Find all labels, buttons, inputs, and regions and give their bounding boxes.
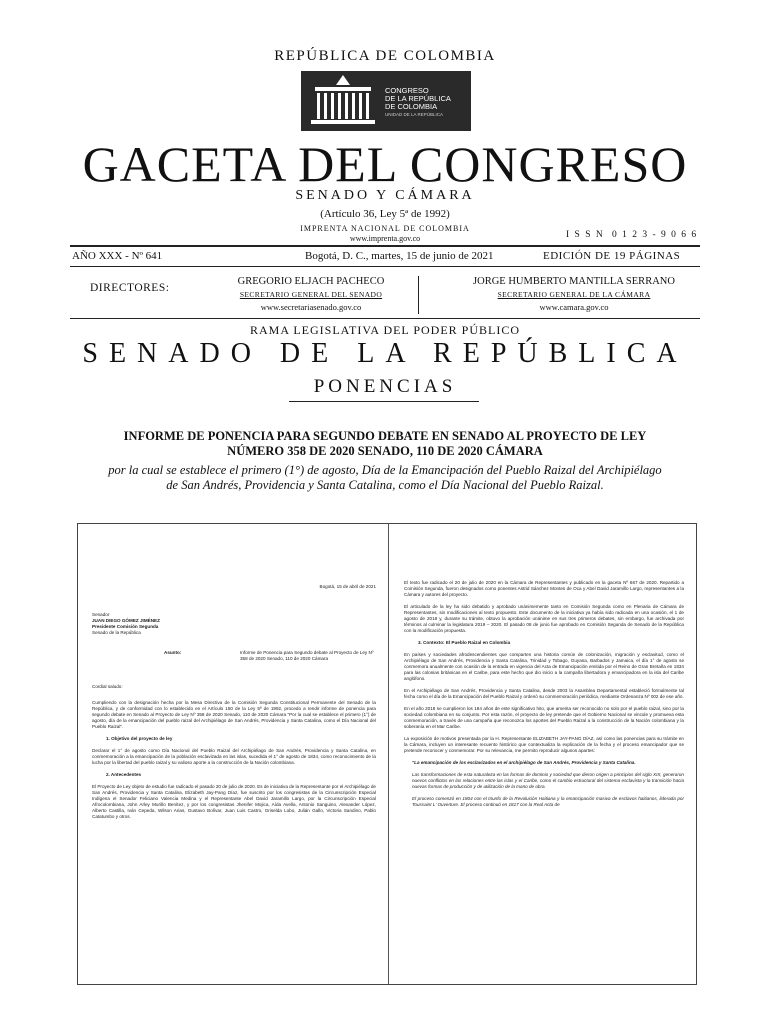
logo-line-1: CONGRESO xyxy=(385,86,429,95)
addressee-name: JUAN DIEGO GÓMEZ JIMÉNEZ xyxy=(92,618,160,623)
report-heading-line-1: INFORME DE PONENCIA PARA SEGUNDO DEBATE EN SENADO AL PROYECTO DE LEY xyxy=(123,429,647,443)
quote-paragraph-2: El proceso comenzó en 1804 con el triunfo de la Revolución Haitiana y la emancipación masiva de esclavos haitianos, liderada por Toussaint L' Ouverture. El proceso continuó en 1817 con la Real Acta de xyxy=(412,796,684,807)
senate-url: www.secretariasenado.gov.co xyxy=(260,302,362,312)
senate-secretary-name: GREGORIO ELJACH PACHECO xyxy=(237,276,385,287)
greeting: Cordial saludo: xyxy=(92,684,123,689)
printer-url: www.imprenta.gov.co xyxy=(349,234,421,243)
addressee-org: Senado de la República xyxy=(92,630,141,635)
quote-title: "La emancipación de los esclavizados en el archipiélago de San Andrés, Providencia y Santa Catalina. xyxy=(412,760,636,765)
logo-line-4: UNIDAD DE LA REPÚBLICA xyxy=(385,112,444,117)
report-heading-line-2: NÚMERO 358 DE 2020 SENADO, 110 DE 2020 CÁMARA xyxy=(227,444,543,458)
logo-line-2: DE LA REPÚBLICA xyxy=(385,94,451,103)
issue-date: Bogotá, D. C., martes, 15 de junio de 2021 xyxy=(305,250,494,262)
republic-label: REPÚBLICA DE COLOMBIA xyxy=(274,48,496,64)
addressee-role: Presidente Comisión Segunda xyxy=(92,624,159,629)
embedded-document xyxy=(77,523,697,985)
right-paragraph-3: En países y sociedades afrodescendientes que comparten una historia común de colonización, migración y esclavitud, como el Archipiélago de San Andrés, Providencia y Santa Catalina, Trinidad y Tobago, Guyana, Barbados y Jamaica, el día 1° de agosto se conmemora anualmente con ocasión de la entrada en vigencia del Acta de Emancipación emitida por el Reino de Gran Bretaña en 1834 para las colonias británicas en el Caribe, para este hecho que dio inicio a la campaña libertadora y emancipadora en la isla del Caribe anglófono. xyxy=(404,652,684,681)
report-subtitle-line-1: por la cual se establece el primero (1°) de agosto, Día de la Emancipación del Pueblo Raizal del Archipiélago xyxy=(108,463,662,477)
right-paragraph-2: El articulado de la ley ha sido debatido y aprobado unánimemente tanto en Comisión Segunda como en Plenaria de Cámara de Representantes, sin modificaciones al texto propuesto. Este documento de la iniciativa ya había sido radicada en una ocasión, el 1 de agosto de 2018 y, durante su trámite, obtuvo la aprobación unánime en sus tres primeros debates, sin embargo, fue archivada por términos al culminar la legislatura 2019 – 2020. El pasado 08 de junio fue aprobado en Comisión Segunda de Senado de la República con la modificación propuesta. xyxy=(404,604,684,633)
objective-paragraph: Declarar el 1° de agosto como Día Nacional del Pueblo Raizal del Archipiélago de San Andrés, Providencia y Santa Catalina, en conmemoración a la emancipación de la población esclavizada en las islas, sucedida el 1° de agosto de 1834, como reconocimiento de la lucha por la libertad del pueblo raizal y su valioso aporte a la construcción de la Nación colombiana. xyxy=(92,748,376,765)
background-paragraph: El Proyecto de Ley objeto de estudio fue radicado el pasado 20 de julio de 2020. Es de iniciativa de la Representante por el Archipiélago de San Andrés, Providencia y Santa Catalina, Elizabeth Jay-Pang Díaz, fue suscrito por los congresistas de la Circunscripción Especial Indígena el Senador Feliciano Valencia Medina y el Representante Abel David Jaramillo Largo, por la Circunscripción Especial Afrocolombiana, John Arley Murillo Benítez, y por los congresistas Jhenifer Mojica, Aída Avella, Antonio Sanguino, Alexander López, Alberto Castilla, Iván Cepeda, Wilson Arias, Gustavo Bolívar, Juan Luis Castro, Griselda Lobo, Julián Gallo, Victoria Sandino, Pablo Catatumbo y otros. xyxy=(92,784,376,819)
heading-objective: 1. Objetivo del proyecto de ley xyxy=(106,736,173,741)
edition-pages: EDICIÓN DE 19 PÁGINAS xyxy=(543,250,681,262)
congress-logo xyxy=(301,71,471,131)
issue-number: AÑO XXX - Nº 641 xyxy=(72,250,163,262)
heading-context: 3. Contexto: El Pueblo Raizal en Colombia xyxy=(418,640,511,645)
printer-name: IMPRENTA NACIONAL DE COLOMBIA xyxy=(300,224,470,233)
report-subtitle-line-2: de San Andrés, Providencia y Santa Catalina, como el Día Nacional del Pueblo Raizal. xyxy=(166,478,604,492)
right-paragraph-5: En el año 2018 se cumplieron los 184 años de este significativo hito, que amerita ser reconocido no solo por el pueblo raizal, sino por la sociedad colombiana en su conjunto. Por esta razón, el proyecto de ley pretende que el Gobierno Nacional se vincule y promueva esta conmemoración, a través de una campaña que reconozca los aportes del Pueblo Raizal a la construcción de la Nación colombiana y la soberanía en el Mar Caribe. xyxy=(404,706,684,729)
addressee-title: Senador xyxy=(92,612,110,617)
subject-text: Informe de Ponencia para Segundo debate al Proyecto de Ley Nº 358 de 2020 Senado, 110 de 2020 Cámara xyxy=(240,650,374,661)
right-paragraph-4: En el Archipiélago de San Andrés, Providencia y Santa Catalina, desde 2003 la Asamblea Departamental estableció formalmente tal fecha como el día de la Emancipación del Pueblo Raizal y ordenó su conmemoración periódica, mediante Ordenanza Nº 002 de ese año. xyxy=(404,688,684,699)
section-type: PONENCIAS xyxy=(313,376,457,397)
senate-secretary-role: SECRETARIO GENERAL DEL SENADO xyxy=(239,290,383,299)
branch-label: RAMA LEGISLATIVA DEL PODER PÚBLICO xyxy=(249,323,520,337)
directors-label: DIRECTORES: xyxy=(90,282,170,294)
letter-date: Bogotá, 15 de abril de 2021 xyxy=(319,584,376,589)
capitol-icon xyxy=(305,73,381,129)
left-column xyxy=(92,584,376,974)
house-secretary-name: JORGE HUMBERTO MANTILLA SERRANO xyxy=(473,276,675,287)
chambers-label: SENADO Y CÁMARA xyxy=(295,188,475,203)
law-reference: (Artículo 36, Ley 5ª de 1992) xyxy=(320,208,450,220)
right-column xyxy=(404,580,684,976)
chamber-title: SENADO DE LA REPÚBLICA xyxy=(82,338,688,369)
right-paragraph-1: El texto fue radicado el 20 de julio de 2020 en la Cámara de Representantes y publicado en la gaceta Nº 667 de 2020. Repartido a Comisión Segunda, fueron designados como ponentes Astrid Sánchez Montes de Oca y Abel David Jaramillo Largo, representantes a la Cámara y autores del proyecto. xyxy=(404,580,684,597)
intro-paragraph: Cumpliendo con la designación hecha por la Mesa Directiva de la Comisión Segunda Constitucional Permanente del Senado de la República, y de conformidad con lo establecido en el Artículo 150 de la Ley 5ª de 1992, procedo a rendir informe de ponencia para segundo debate en Senado al Proyecto de Ley Nº 358 de 2020 Senado, 110 de 2020 Cámara "Por la cual se establece el primero (1°) de agosto, día de la emancipación del pueblo raizal del Archipiélago de San Andrés, Providencia y Santa Catalina, como el Día Nacional del Pueblo Raizal". xyxy=(92,700,376,729)
subject-label: Asunto: xyxy=(164,650,182,655)
right-paragraph-6: La exposición de motivos presentada por la H. Representante ELIZABETH JAY-PANG DÍAZ, así como las ponencias para su trámite en la Cámara, incluyen un interesante recuento histórico que contextualiza la explicación de la fecha y el proceso emancipador que se pretende reconocer y conmemorar. Por su relevancia, me permito reproducir algunos apartes: xyxy=(404,736,684,753)
house-secretary-role: SECRETARIO GENERAL DE LA CÁMARA xyxy=(497,290,651,299)
logo-line-3: DE COLOMBIA xyxy=(385,102,438,111)
quote-paragraph-1: Las transformaciones de esta naturaleza en las formas de dominio y sociedad que dieron origen a principios del siglo XIX, generaron nuevos conflictos en las relaciones entre las islas y el Caribe, como el cambio estructural del sistema esclavista y la transición hacia nuevas formas de producción y de utilización de la mano de obra. xyxy=(412,772,684,789)
issn: I S S N 0 1 2 3 - 9 0 6 6 xyxy=(566,230,698,240)
gazette-title: GACETA DEL CONGRESO xyxy=(82,136,688,192)
house-url: www.camara.gov.co xyxy=(539,302,609,312)
heading-background: 2. Antecedentes xyxy=(106,772,142,777)
